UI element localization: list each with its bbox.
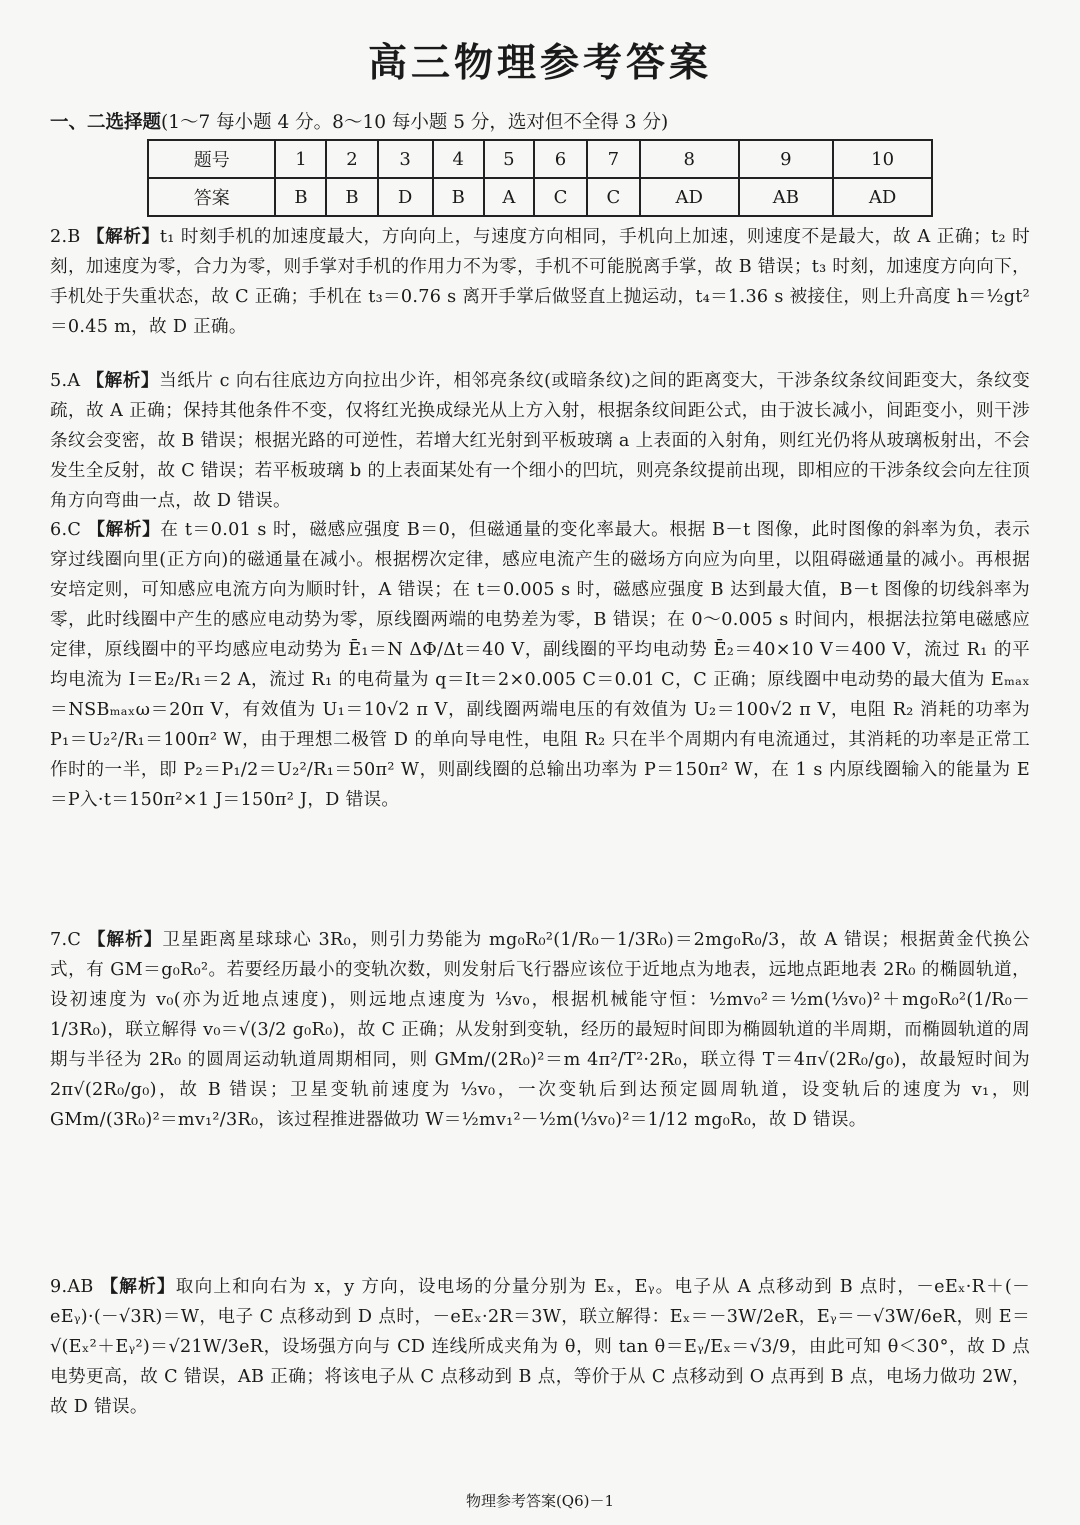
table-cell: 7 — [587, 140, 640, 178]
explanation-text: 在 t＝0.01 s 时，磁感应强度 B＝0，但磁通量的变化率最大。根据 B－t 图像，此时图像的斜率为负，表示穿过线圈向里(正方向)的磁通量在减小。根据楞次定律，感应电流产生的磁场方向应为向里，以阻碍磁通量的减小。再根据安培定则，可知感应电流方向为顺时针，A 错误；在 t＝0.005 s 时，磁感应强度 B 达到最大值，B－t 图像的切线斜率为零，此时线圈中产生的感应电动势为零，原线圈两端的电势差为零，B 错误；在 0～0.005 s 时间内，根据法拉第电磁感应定律，原线圈中的平均感应电动势为 Ē₁＝N ΔΦ/Δt＝40 V，副线圈的平均电动势 Ē₂＝40×10 V＝400 V，流过 R₁ 的平均电流为 I＝E₂/R₁＝2 A，流过 R₁ 的电荷量为 q＝It＝2×0.005 C＝0.01 C，C 正确；原线圈中电动势的最大值为 Eₘₐₓ＝NSBₘₐₓω＝20π V，有效值为 U₁＝10√2 π V，副线圈两端电压的有效值为 U₂＝100√2 π V，电阻 R₂ 消耗的功率为 P₁＝U₂²/R₁＝100π² W，由于理想二极管 D 的单向导电性，电阻 R₂ 只在半个周期内有电流通过，其消耗的功率是正常工作时的一半，即 P₂＝P₁/2＝U₂²/R₁＝50π² W，则副线圈的总输出功率为 P＝150π² W，在 1 s 内原线圈输入的能量为 E＝P入·t＝150π²×1 J＝150π² J，D 错误。 — [50, 520, 1030, 810]
explanation-text: t₁ 时刻手机的加速度最大，方向向上，与速度方向相同，手机向上加速，则速度不是最大，故 A 正确；t₂ 时刻，加速度为零，合力为零，则手掌对手机的作用力不为零，手机不可能脱离手掌，故 B 错误；t₃ 时刻，加速度方向向下，手机处于失重状态，故 C 正确；手机在 t₃＝0.76 s 离开手掌后做竖直上抛运动，t₄＝1.36 s 被接住，则上升高度 h＝½gt²＝0.45 m，故 D 正确。 — [50, 227, 1030, 337]
table-cell: 8 — [640, 140, 739, 178]
table-cell: B — [433, 178, 484, 216]
table-cell: 答案 — [148, 178, 275, 216]
page-footer: 物理参考答案(Q6)－1 — [465, 1492, 615, 1510]
explanation-text: 取向上和向右为 x，y 方向，设电场的分量分别为 Eₓ，Eᵧ。电子从 A 点移动到 B 点时，－eEₓ·R＋(－eEᵧ)·(－√3R)＝W，电子 C 点移动到 D 点时，－eEₓ·2R＝3W，联立解得：Eₓ＝－3W/2eR，Eᵧ＝－√3W/6eR，则 E＝√(Eₓ²＋Eᵧ²)＝√21W/3eR，设场强方向与 CD 连线所成夹角为 θ，则 tan θ＝Eᵧ/Eₓ＝√3/9，由此可知 θ＜30°，故 D 点电势更高，故 C 错误，AB 正确；将该电子从 C 点移动到 B 点，等价于从 C 点移动到 O 点再到 B 点，电场力做功 2W，故 D 错误。 — [50, 1277, 1030, 1417]
section-heading — [50, 108, 668, 134]
table-cell: AD — [833, 178, 932, 216]
analysis-tag: 【解析】 — [87, 930, 163, 950]
table-cell: AB — [739, 178, 834, 216]
question-id: 2.B — [50, 227, 81, 247]
table-cell: 5 — [484, 140, 534, 178]
table-answer-row — [148, 178, 932, 216]
table-cell: AD — [640, 178, 739, 216]
question-id: 6.C — [50, 520, 82, 540]
explanation-q7 — [50, 925, 1030, 1135]
table-cell: B — [326, 178, 377, 216]
page-title: 高三物理参考答案 — [367, 41, 712, 86]
table-cell: 4 — [433, 140, 484, 178]
table-cell: 2 — [326, 140, 377, 178]
table-cell: 3 — [378, 140, 433, 178]
analysis-tag: 【解析】 — [100, 1277, 176, 1297]
question-id: 7.C — [50, 930, 82, 950]
analysis-tag: 【解析】 — [86, 227, 160, 247]
table-cell: 9 — [739, 140, 834, 178]
analysis-tag: 【解析】 — [87, 520, 161, 540]
question-id: 5.A — [50, 371, 81, 391]
table-cell: C — [534, 178, 587, 216]
analysis-tag: 【解析】 — [86, 371, 160, 391]
table-cell: D — [378, 178, 433, 216]
table-cell: C — [587, 178, 640, 216]
section-note: (1～7 每小题 4 分。8～10 每小题 5 分，选对但不全得 3 分) — [161, 112, 669, 133]
explanation-text: 当纸片 c 向右往底边方向拉出少许，相邻亮条纹(或暗条纹)之间的距离变大，干涉条纹条纹间距变大，条纹变疏，故 A 正确；保持其他条件不变，仅将红光换成绿光从上方入射，根据条纹间距公式，由于波长减小，间距变小，则干涉条纹会变密，故 B 错误；根据光路的可逆性，若增大红光射到平板玻璃 a 上表面的入射角，则红光仍将从玻璃板射出，不会发生全反射，故 C 错误；若平板玻璃 b 的上表面某处有一个细小的凹坑，则亮条纹提前出现，即相应的干涉条纹会向左往顶角方向弯曲一点，故 D 错误。 — [50, 371, 1031, 511]
table-header-row — [148, 140, 932, 178]
table-cell: 6 — [534, 140, 587, 178]
table-cell: 1 — [275, 140, 326, 178]
table-cell: 10 — [833, 140, 932, 178]
explanation-text: 卫星距离星球球心 3R₀，则引力势能为 mg₀R₀²(1/R₀－1/3R₀)＝2mg₀R₀/3，故 A 错误；根据黄金代换公式，有 GM＝g₀R₀²。若要经历最小的变轨次数，则发射后飞行器应该位于近地点为地表，远地点距地表 2R₀ 的椭圆轨道，设初速度为 v₀(亦为近地点速度)，则远地点速度为 ⅓v₀，根据机械能守恒：½mv₀²＝½m(⅓v₀)²＋mg₀R₀²(1/R₀－1/3R₀)，联立解得 v₀＝√(3/2 g₀R₀)，故 C 正确；从发射到变轨，经历的最短时间即为椭圆轨道的半周期，而椭圆轨道的周期与半径为 2R₀ 的圆周运动轨道周期相同，则 GMm/(2R₀)²＝m 4π²/T²·2R₀，联立得 T＝4π√(2R₀/g₀)，故最短时间为 2π√(2R₀/g₀)，故 B 错误；卫星变轨前速度为 ⅓v₀，一次变轨后到达预定圆周轨道，设变轨后的速度为 v₁，则 GMm/(3R₀)²＝mv₁²/3R₀，该过程推进器做功 W＝½mv₁²－½m(⅓v₀)²＝1/12 mg₀R₀，故 D 错误。 — [50, 930, 1030, 1130]
explanation-q9 — [50, 1272, 1030, 1422]
section-label: 一、二选择题 — [50, 112, 162, 133]
answer-table — [147, 139, 933, 217]
table-cell: A — [484, 178, 534, 216]
explanation-q6 — [50, 515, 1030, 815]
explanation-q5 — [50, 366, 1030, 516]
table-cell: 题号 — [148, 140, 275, 178]
explanation-q2 — [50, 222, 1030, 342]
table-cell: B — [275, 178, 326, 216]
question-id: 9.AB — [50, 1277, 94, 1297]
